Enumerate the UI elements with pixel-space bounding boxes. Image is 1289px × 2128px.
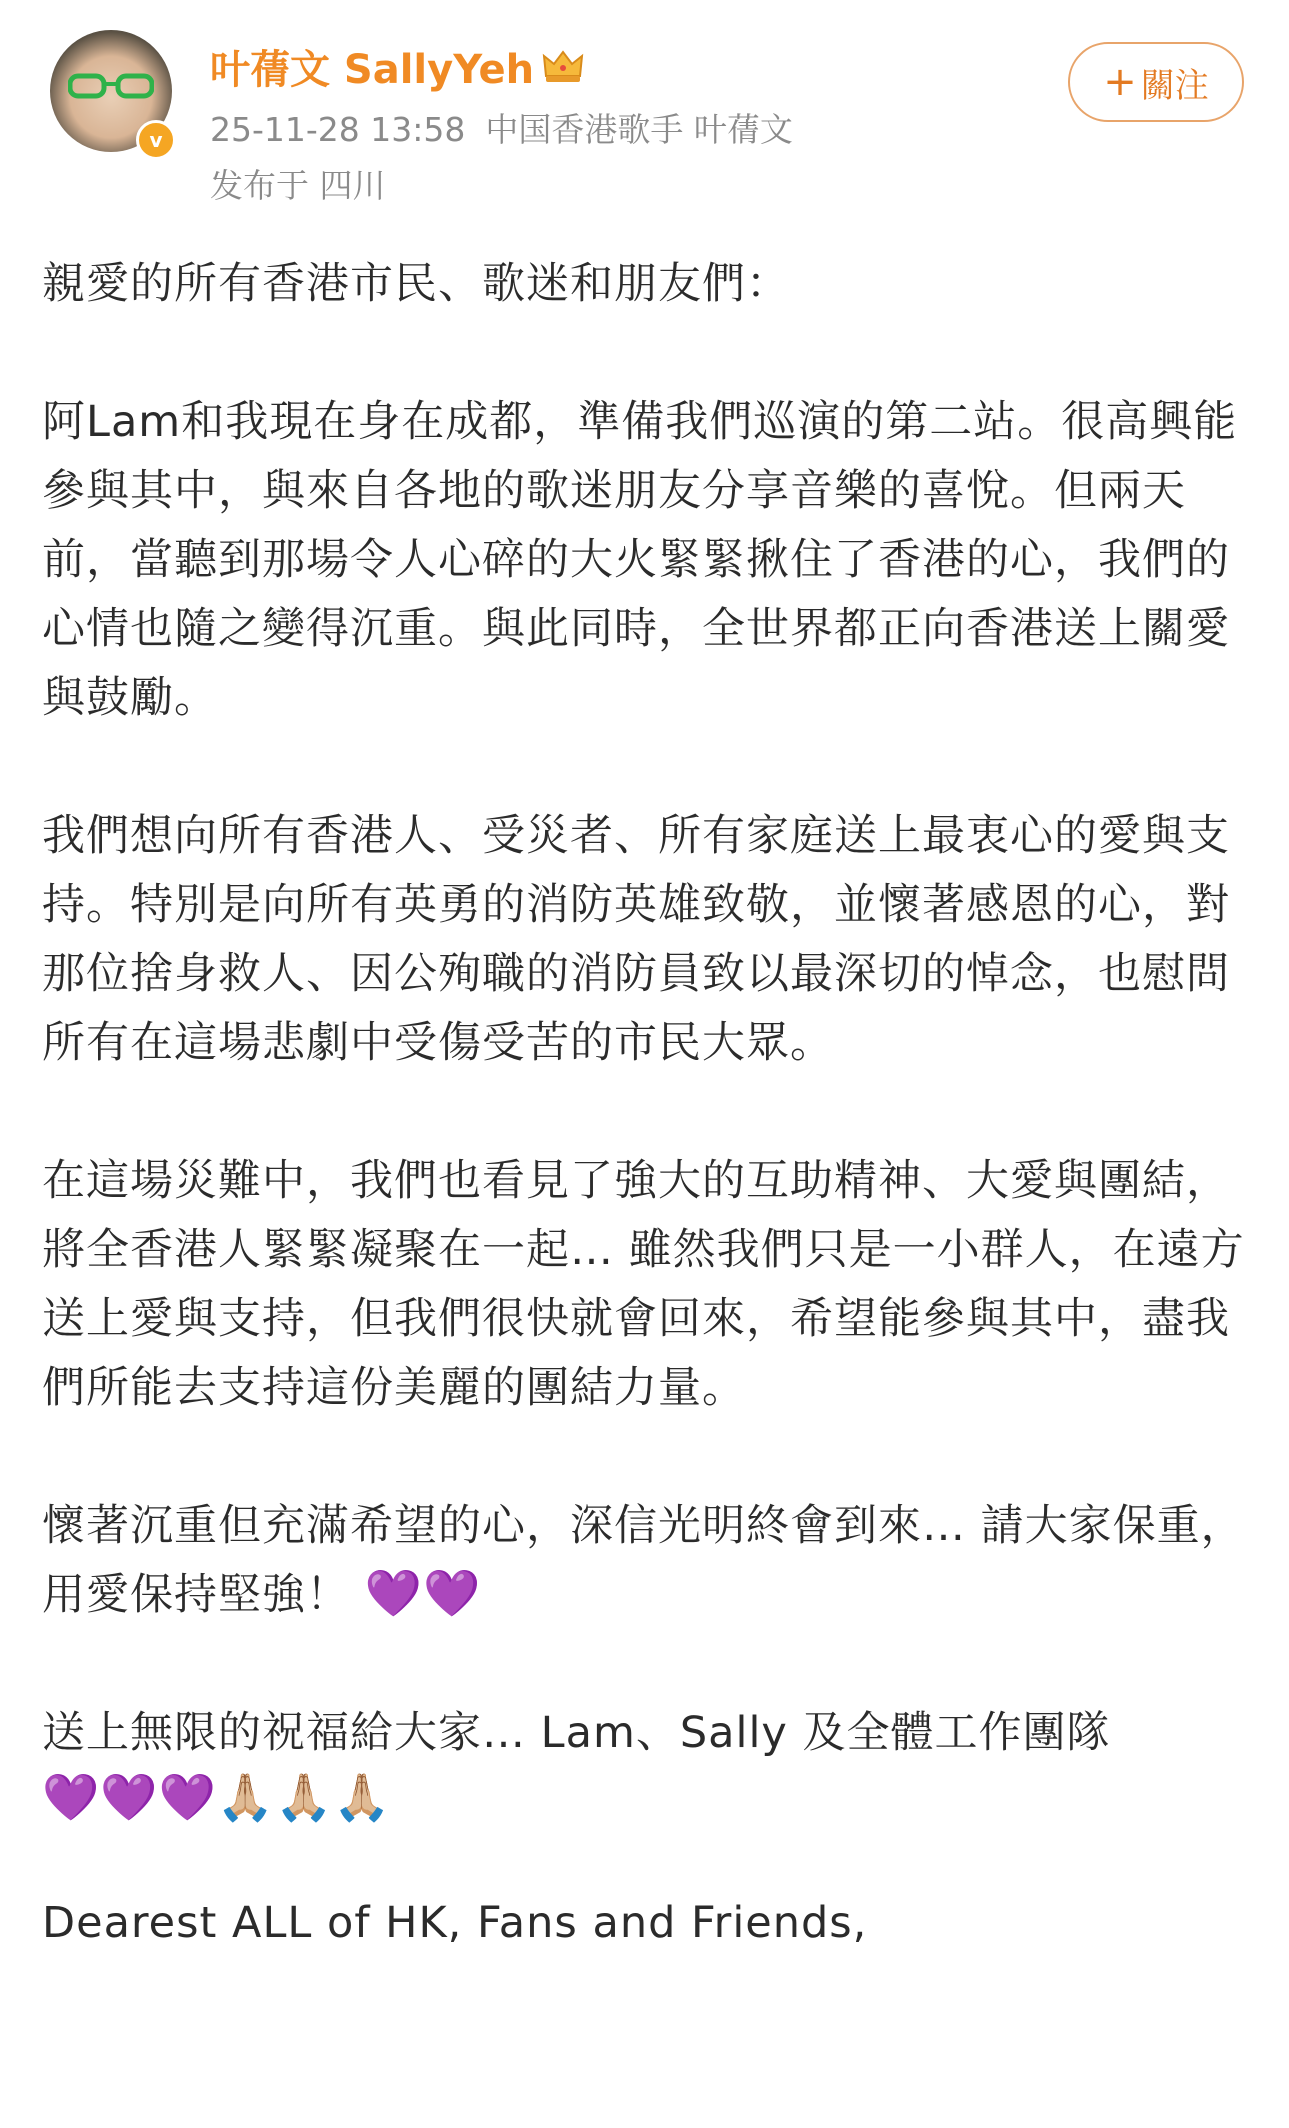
paragraph-5-text: 送上無限的祝福給大家… Lam、Sally 及全體工作團隊 [42,1708,1111,1758]
post-location: 发布于 四川 [210,166,386,205]
paragraph-3: 在這場災難中，我們也看見了強大的互助精神、大愛與團結，將全香港人緊緊凝聚在一起… 雖然我們只是一小群人，在遠方送上愛與支持，但我們很快就會回來，希望能參與其中，盡我們所能去支持這份美麗的團結力量。 [42,1156,1245,1413]
author-bio: 中国香港歌手 叶蒨文 [485,110,793,149]
purple-heart-icon: 💜💜 [364,1566,482,1620]
paragraph-1: 阿Lam和我現在身在成都，準備我們巡演的第二站。很高興能參與其中，與來自各地的歌迷朋友分享音樂的喜悅。但兩天前，當聽到那場令人心碎的大火緊緊揪住了香港的心，我們的心情也隨之變得沉重。與此同時，全世界都正向香港送上關愛與鼓勵。 [42,397,1238,723]
paragraph-english-greeting: Dearest ALL of HK, Fans and Friends, [42,1898,868,1948]
post-body [42,250,1247,1958]
plus-icon: + [1103,59,1137,105]
post-meta [210,104,793,151]
glasses-decoration [68,72,154,100]
post-header [0,0,1289,210]
follow-button[interactable] [1068,42,1244,122]
follow-label: 關注 [1140,65,1209,106]
paragraph-4-text: 懷著沉重但充滿希望的心，深信光明終會到來… 請大家保重，用愛保持堅強！ [42,1501,1245,1620]
paragraph-2: 我們想向所有香港人、受災者、所有家庭送上最衷心的愛與支持。特別是向所有英勇的消防英雄致敬，並懷著感恩的心，對那位捨身救人、因公殉職的消防員致以最深切的悼念，也慰問所有在這場悲劇中受傷受苦的市民大眾。 [42,811,1230,1068]
username[interactable]: 叶蒨文 SallyYeh [210,46,535,93]
paragraph-4 [42,1492,1247,1630]
username-row [210,36,584,96]
paragraph-greeting: 親愛的所有香港市民、歌迷和朋友們： [42,259,790,309]
verified-badge-icon: v [136,120,176,160]
paragraph-5 [42,1699,1247,1824]
heart-and-pray-icons: 💜💜💜🙏🏼🙏🏼🙏🏼 [42,1770,392,1824]
post-timestamp: 25-11-28 13:58 [210,110,466,149]
crown-icon [542,48,584,84]
